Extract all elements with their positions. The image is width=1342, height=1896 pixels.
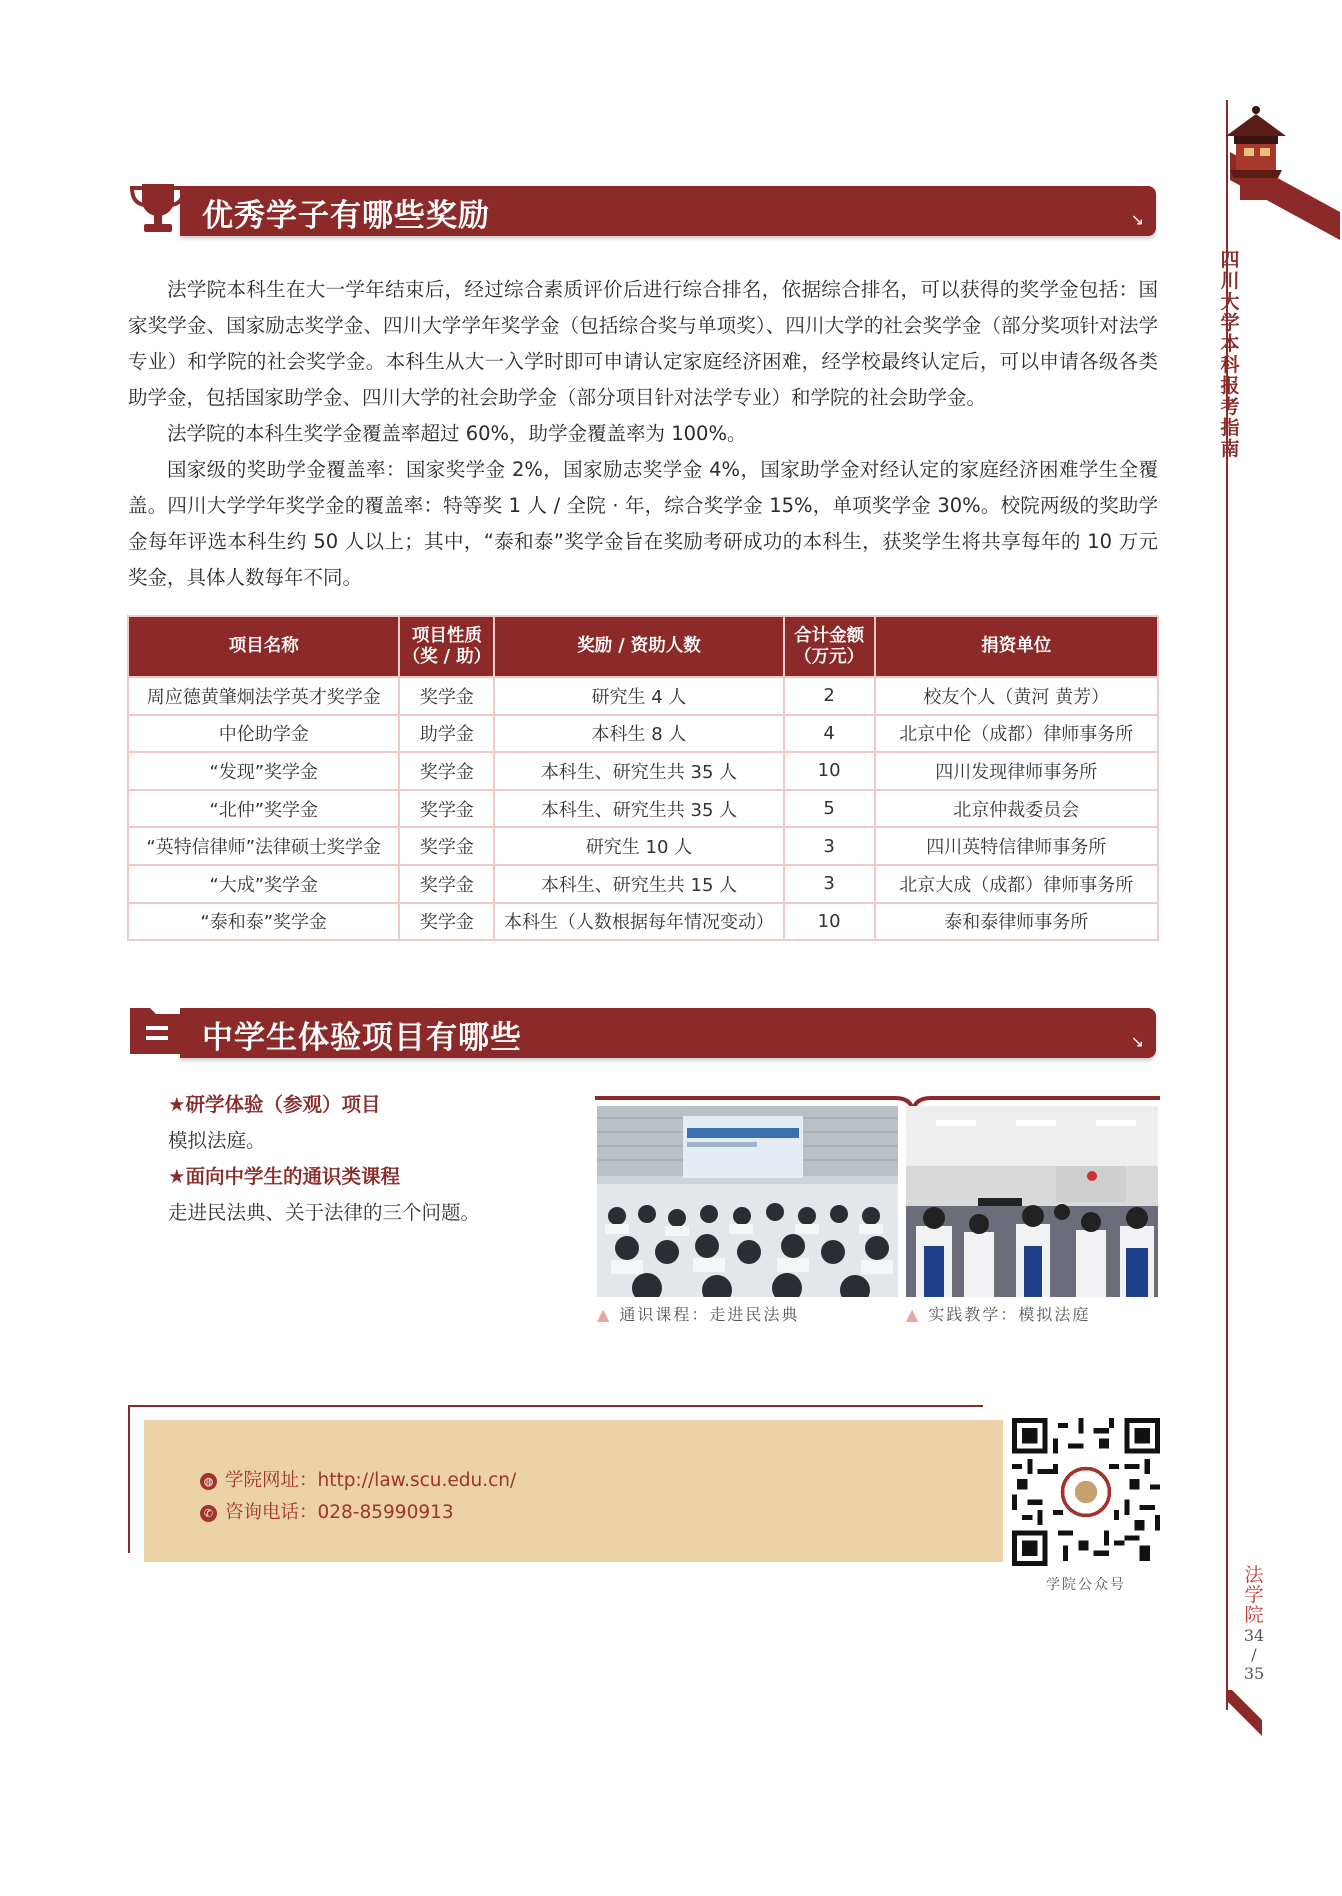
pavilion-decoration	[1216, 92, 1340, 240]
guide-title-char: 学	[1220, 312, 1240, 334]
table-row	[128, 865, 1158, 903]
table-cell: 四川发现律师事务所	[875, 752, 1158, 790]
table-row	[128, 790, 1158, 828]
table-row	[128, 827, 1158, 865]
table-cell: 校友个人（黄河 黄芳）	[875, 677, 1158, 715]
page-total: 35	[1243, 1664, 1265, 1683]
guide-title-char: 川	[1220, 270, 1240, 292]
table-cell: 周应德黄肇炯法学英才奖学金	[128, 677, 399, 715]
table-header-row	[128, 616, 1158, 677]
department-char: 法	[1244, 1564, 1264, 1586]
table-cell: 奖学金	[399, 790, 494, 828]
table-cell: 泰和泰律师事务所	[875, 903, 1158, 941]
page-number	[1241, 1626, 1267, 1683]
table-row	[128, 903, 1158, 941]
table-cell: 奖学金	[399, 677, 494, 715]
table-row	[128, 752, 1158, 790]
table-cell: 4	[784, 715, 875, 753]
table-cell: 北京大成（成都）律师事务所	[875, 865, 1158, 903]
table-cell: 奖学金	[399, 865, 494, 903]
awards-paragraph-3: 国家级的奖助学金覆盖率：国家奖学金 2%，国家励志奖学金 4%，国家助学金对经认定的家庭经济困难学生全覆盖。四川大学学年奖学金的覆盖率：特等奖 1 人 / 全院 · 年，综合奖学金 15%，单项奖学金 30%。校院两级的奖助学金每年评选本科生约 50 人以上；其中，“泰和泰”奖学金旨在奖励考研成功的本科生，获奖学生将共享每年的 10 万元奖金，具体人数每年不同。	[128, 458, 1158, 589]
page-current: 34	[1243, 1626, 1265, 1645]
table-cell: 中伦助学金	[128, 715, 399, 753]
department-char: 学	[1244, 1584, 1264, 1606]
awards-section-header	[128, 178, 1158, 242]
arrow-down-right-icon: ↘	[1130, 210, 1144, 229]
table-cell: “北仲”奖学金	[128, 790, 399, 828]
qr-caption: 学院公众号	[1046, 1577, 1126, 1593]
table-header-cell: 奖励 / 资助人数	[494, 616, 783, 677]
table-cell: 本科生 8 人	[494, 715, 783, 753]
table-cell: “发现”奖学金	[128, 752, 399, 790]
table-header-cell: 项目名称	[128, 616, 399, 677]
lecture-hall-photo	[597, 1106, 898, 1297]
page-separator: /	[1251, 1645, 1257, 1664]
table-cell: 北京中伦（成都）律师事务所	[875, 715, 1158, 753]
table-cell: 本科生、研究生共 35 人	[494, 790, 783, 828]
website-line	[200, 1466, 516, 1492]
website-text[interactable]: 学院网址：http://law.scu.edu.cn/	[225, 1470, 517, 1491]
table-cell: “大成”奖学金	[128, 865, 399, 903]
guide-title-char: 指	[1220, 417, 1240, 439]
table-cell: 本科生（人数根据每年情况变动）	[494, 903, 783, 941]
globe-icon: ◍	[200, 1473, 217, 1490]
phone-icon: ✆	[200, 1505, 217, 1522]
table-cell: 研究生 10 人	[494, 827, 783, 865]
table-cell: 助学金	[399, 715, 494, 753]
qr-code[interactable]	[1012, 1418, 1160, 1566]
table-header-cell: 捐资单位	[875, 616, 1158, 677]
guide-title-char: 南	[1220, 438, 1240, 460]
table-cell: 奖学金	[399, 827, 494, 865]
triangle-icon: ▲	[597, 1305, 612, 1324]
guide-title-char: 本	[1220, 333, 1240, 355]
table-cell: “泰和泰”奖学金	[128, 903, 399, 941]
rail-bottom-ribbon	[1226, 1690, 1262, 1736]
guide-vertical-title	[1216, 250, 1244, 460]
table-cell: 四川英特信律师事务所	[875, 827, 1158, 865]
phone-text[interactable]: 咨询电话：028-85990913	[225, 1502, 454, 1523]
table-cell: 奖学金	[399, 903, 494, 941]
guide-title-char: 科	[1220, 354, 1240, 376]
moot-court-photo	[906, 1106, 1158, 1297]
arrow-down-right-icon: ↘	[1130, 1032, 1144, 1051]
trophy-icon	[128, 178, 188, 238]
table-cell: 本科生、研究生共 35 人	[494, 752, 783, 790]
table-cell: 5	[784, 790, 875, 828]
table-cell: 2	[784, 677, 875, 715]
table-cell: “英特信律师”法律硕士奖学金	[128, 827, 399, 865]
experience-section-title: 中学生体验项目有哪些	[202, 1020, 522, 1056]
table-cell: 10	[784, 752, 875, 790]
photo-caption	[906, 1302, 1090, 1325]
photo-caption-text: 通识课程：走进民法典	[619, 1305, 800, 1324]
phone-line	[200, 1498, 454, 1524]
guide-title-char: 报	[1220, 375, 1240, 397]
scholarship-table	[127, 615, 1159, 941]
table-cell: 3	[784, 827, 875, 865]
department-vertical-label	[1243, 1565, 1265, 1625]
table-cell: 3	[784, 865, 875, 903]
awards-section-title: 优秀学子有哪些奖励	[202, 198, 490, 234]
table-cell: 10	[784, 903, 875, 941]
guide-title-char: 大	[1220, 291, 1240, 313]
department-char: 院	[1244, 1604, 1264, 1626]
experience-item-heading: ★面向中学生的通识类课程	[168, 1165, 400, 1188]
table-cell: 本科生、研究生共 15 人	[494, 865, 783, 903]
table-cell: 研究生 4 人	[494, 677, 783, 715]
awards-paragraph-2: 法学院的本科生奖学金覆盖率超过 60%，助学金覆盖率为 100%。	[167, 422, 747, 445]
guide-title-char: 四	[1220, 249, 1240, 271]
folder-icon	[128, 1000, 188, 1060]
table-header-cell: 项目性质 （奖 / 助）	[399, 616, 494, 677]
experience-item-heading: ★研学体验（参观）项目	[168, 1093, 381, 1116]
awards-paragraph-1: 法学院本科生在大一学年结束后，经过综合素质评价后进行综合排名，依据综合排名，可以获得的奖学金包括：国家奖学金、国家励志奖学金、四川大学学年奖学金（包括综合奖与单项奖）、四川大学的社会奖学金（部分奖项针对法学专业）和学院的社会奖学金。本科生从大一入学时即可申请认定家庭经济困难，经学校最终认定后，可以申请各级各类助学金，包括国家助学金、四川大学的社会助学金（部分项目针对法学专业）和学院的社会助学金。	[128, 278, 1158, 409]
table-row	[128, 715, 1158, 753]
table-cell: 奖学金	[399, 752, 494, 790]
experience-item-text: 模拟法庭。	[168, 1129, 266, 1152]
photo-caption	[597, 1302, 799, 1325]
guide-title-char: 考	[1220, 396, 1240, 418]
photo-caption-text: 实践教学：模拟法庭	[928, 1305, 1091, 1324]
table-header-cell: 合计金额 （万元）	[784, 616, 875, 677]
table-row	[128, 677, 1158, 715]
triangle-icon: ▲	[906, 1305, 921, 1324]
experience-item-text: 走进民法典、关于法律的三个问题。	[168, 1201, 481, 1224]
experience-section-header	[128, 1000, 1158, 1064]
table-cell: 北京仲裁委员会	[875, 790, 1158, 828]
